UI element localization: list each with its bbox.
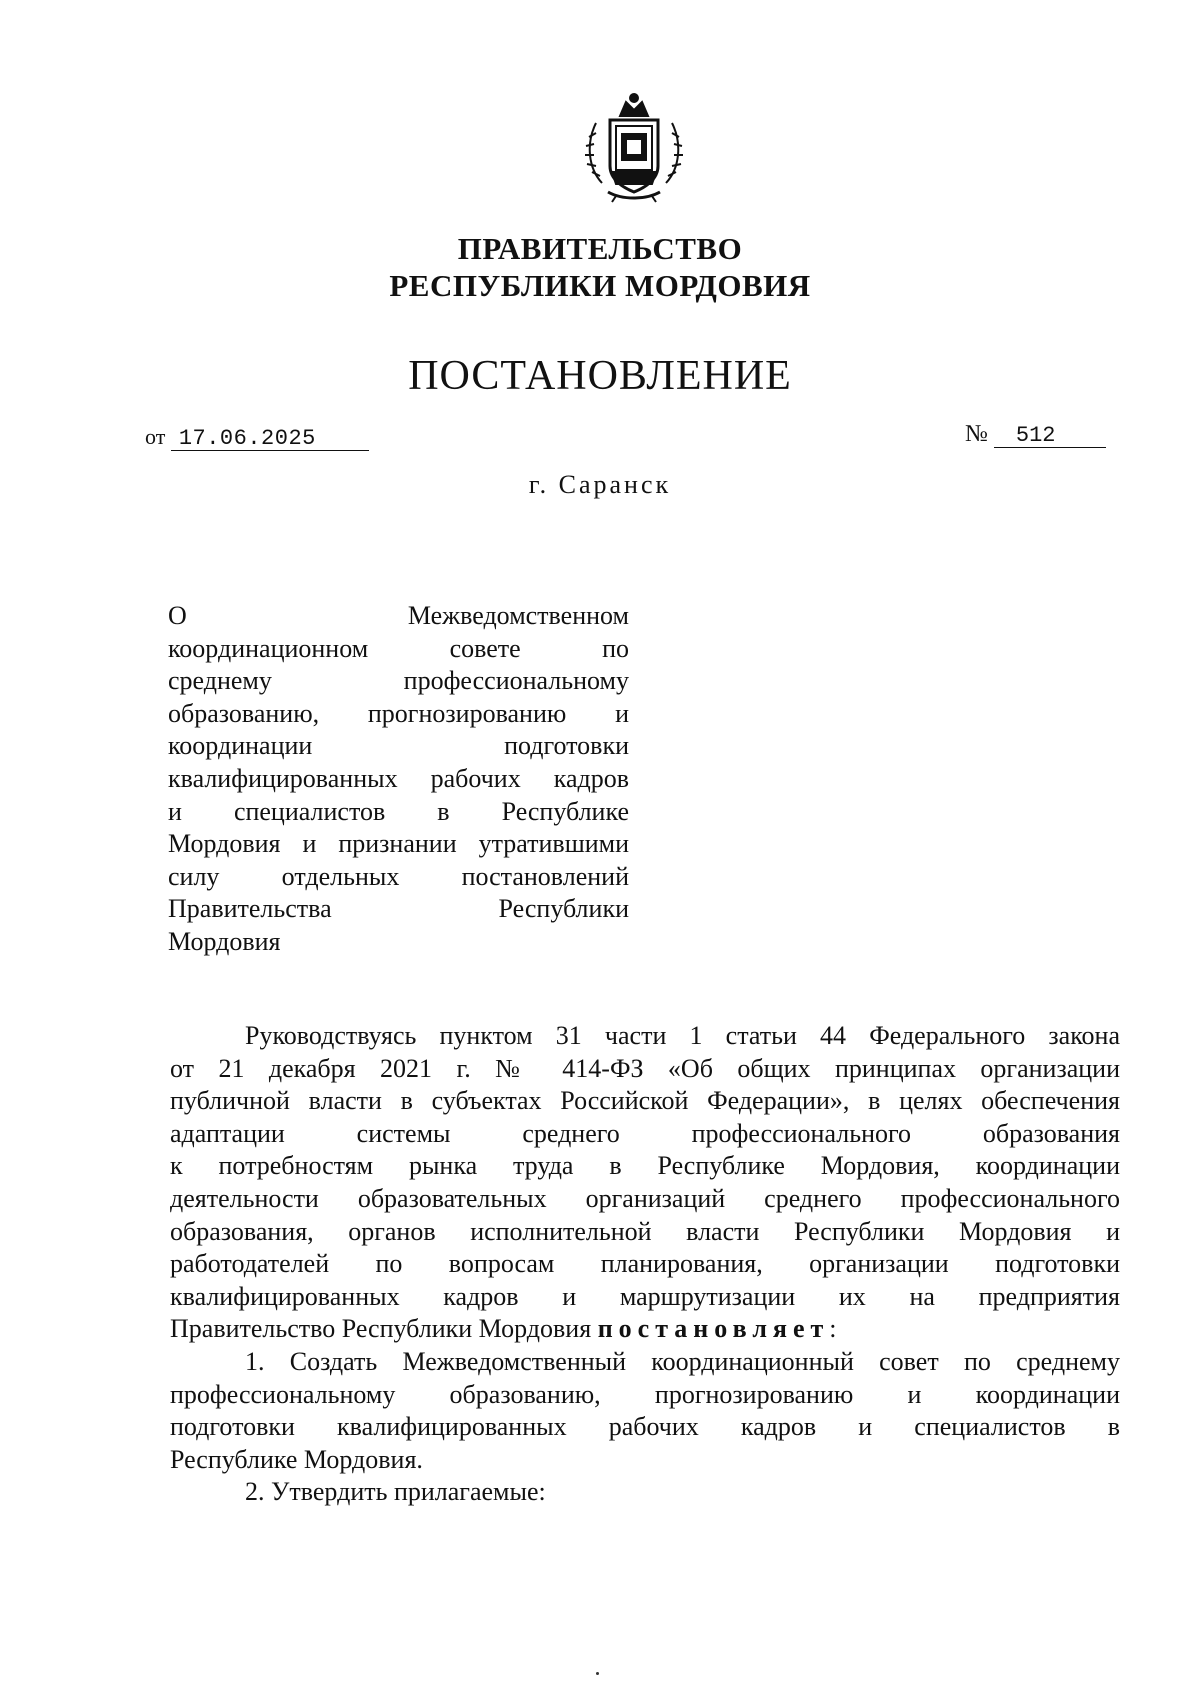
item1-line: профессиональному образованию, прогнозированию и координации (170, 1379, 1120, 1409)
body-line: к потребностям рынка труда в Республике Мордовия, координации (170, 1151, 1120, 1181)
date-label: от (145, 424, 166, 449)
document-type-title: ПОСТАНОВЛЕНИЕ (408, 353, 792, 399)
organization-name-line1: ПРАВИТЕЛЬСТВО (457, 231, 743, 266)
subject-line: квалифицированных рабочих кадров (168, 763, 629, 793)
document-date (145, 424, 369, 451)
date-value: 17.06.2025 (171, 428, 369, 451)
document-subject (168, 600, 629, 959)
body-line: деятельности образовательных организаций среднего профессионального (170, 1183, 1120, 1213)
body-line: квалифицированных кадров и маршрутизации их на предприятия (170, 1281, 1120, 1311)
subject-line: и специалистов в Республике (168, 796, 629, 826)
body-line: адаптации системы среднего профессионального образования (170, 1118, 1120, 1148)
body-line: Руководствуясь пунктом 31 части 1 статьи 44 Федерального закона (245, 1021, 1120, 1050)
number-value: 512 (994, 425, 1106, 448)
subject-line: Правительства Республики (168, 894, 629, 924)
subject-line: Мордовия (168, 926, 281, 956)
resolve-line (170, 1313, 1120, 1346)
scan-dot (596, 1672, 599, 1675)
resolve-prefix: Правительство Республики Мордовия (170, 1314, 598, 1344)
body-line: образования, органов исполнительной власти Республики Мордовия и (170, 1216, 1120, 1246)
subject-line: координационном совете по (168, 633, 629, 663)
item1-line: подготовки квалифицированных рабочих кадров и специалистов в (170, 1412, 1120, 1442)
document-body (170, 1020, 1120, 1509)
city-name: г. Саранск (528, 470, 672, 499)
item1-line: Республике Мордовия. (170, 1444, 423, 1474)
body-line: публичной власти в субъектах Российской Федерации», в целях обеспечения (170, 1086, 1120, 1116)
item2-line: 2. Утвердить прилагаемые: (245, 1477, 546, 1507)
coat-of-arms-emblem-icon (582, 88, 686, 204)
subject-line: О Межведомственном (168, 601, 629, 630)
subject-line: среднему профессиональному (168, 666, 629, 696)
subject-line: образованию, прогнозированию и (168, 698, 629, 728)
resolve-suffix: : (829, 1314, 837, 1344)
organization-name-line2: РЕСПУБЛИКИ МОРДОВИЯ (389, 268, 811, 303)
number-label: № (965, 421, 988, 447)
subject-line: силу отдельных постановлений (168, 861, 629, 891)
subject-line: Мордовия и признании утратившими (168, 829, 629, 859)
resolve-verb: постановляет (597, 1314, 830, 1344)
document-number (965, 421, 1106, 448)
body-line: от 21 декабря 2021 г. № 414-ФЗ «Об общих принципах организации (170, 1053, 1120, 1083)
item1-line: 1. Создать Межведомственный координационный совет по среднему (245, 1346, 1120, 1376)
body-line: работодателей по вопросам планирования, организации подготовки (170, 1249, 1120, 1279)
subject-line: координации подготовки (168, 731, 629, 761)
